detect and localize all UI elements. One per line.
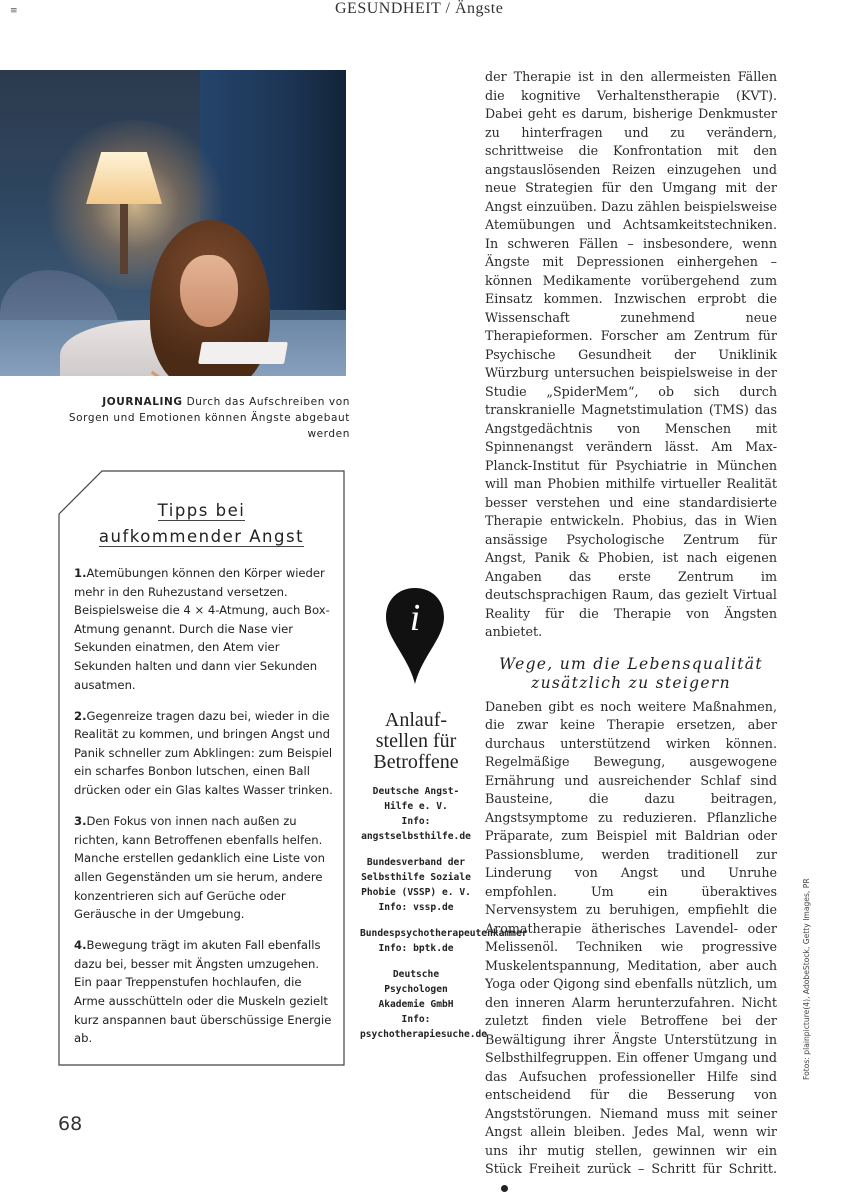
tip-text: Den Fokus von innen nach außen zu richten, kann Betroffenen ebenfalls helfen. Manche erstellen gedanklich eine Liste von allen Gegenständen um sie herum, andere konzentrieren sich auf Gerüche oder Geräusche in der Umgebung. — [74, 814, 325, 921]
subheading-line1: Wege, um die Lebensqualität — [485, 655, 777, 674]
tip-item — [74, 936, 336, 1048]
tip-number: 2. — [74, 709, 86, 723]
tip-number: 3. — [74, 814, 86, 828]
info-title-line1: Anlauf- — [360, 710, 472, 731]
article-paragraph-2-text: Daneben gibt es noch weitere Maßnahmen, die zwar keine Therapie ersetzen, aber durchaus unterstützend wirken können. Regelmäßige Bewegung, ausgewogene Ernährung und ausreichender Schlaf sind Bausteine, die dazu beitragen, Angstsymptome zu reduzieren. Pflanzliche Präparate, zum Beispiel mit Baldrian oder Passionsblume, werden traditionell zur Linderung von Angst und Unruhe empfohlen. Um ein überaktives Nervensystem zu beruhigen, empfiehlt die Aromatherapie ätherisches Lavendel- oder Melissenöl. Techniken wie progressive Muskelentspannung, Meditation, aber auch Yoga oder Qigong sind ebenfalls nützlich, um den inneren Alarm herunterzufahren. Nicht zuletzt finden viele Betroffene bei der Bewältigung ihrer Ängste Unterstützung in Selbsthilfegruppen. Ein offener Umgang und das Aufsuchen professioneller Hilfe sind entscheidend für die Besserung von Angststörungen. Niemand muss mit seiner Angst allein bleiben. Jedes Mal, wenn wir uns ihr mutig stellen, gewinnen wir ein Stück Freiheit zurück – Schritt für Schritt. — [485, 699, 777, 1177]
subheading-line2: zusätzlich zu steigern — [485, 674, 777, 693]
info-pin-letter: i — [410, 597, 421, 639]
info-entry-name: Bundespsychotherapeutenkammer — [360, 928, 528, 939]
tip-text: Bewegung trägt im akuten Fall ebenfalls dazu bei, besser mit Ängsten umzugehen. Ein paar Treppenstufen hochlaufen, die Arme ausschütteln oder die Muskeln gezielt kurz anspannen baut überschüssige Energie ab. — [74, 938, 331, 1045]
tips-title-line1: Tipps bei — [158, 501, 246, 521]
notebook-icon — [198, 342, 288, 364]
tip-item — [74, 707, 336, 800]
info-entry-name: Deutsche Psychologen Akademie GmbH — [378, 969, 453, 1010]
tip-number: 4. — [74, 938, 86, 952]
tip-number: 1. — [74, 566, 86, 580]
lamp-stem — [120, 204, 128, 274]
info-title-line3: Betroffene — [360, 752, 472, 773]
photo-credits: Fotos: plainpicture(4), AdobeStock, Getty Images, PR — [802, 878, 811, 1080]
info-entry — [360, 967, 472, 1042]
tips-title-line2: aufkommender Angst — [99, 527, 304, 547]
info-title — [360, 710, 472, 773]
photo-caption — [60, 394, 350, 442]
running-head: GESUNDHEIT / Ängste — [335, 0, 503, 18]
tip-item — [74, 564, 336, 694]
tips-title — [58, 498, 345, 550]
end-mark-icon — [501, 1185, 508, 1192]
info-entry-name: Bundesverband der Selbsthilfe Soziale Phobie (VSSP) e. V. — [361, 857, 471, 898]
info-entry-contact[interactable]: Info: angstselbsthilfe.de — [361, 816, 471, 842]
tip-text: Gegenreize tragen dazu bei, wieder in die Realität zu kommen, und bringen Angst und Panik schneller zum Abklingen: zum Beispiel ein scharfes Bonbon lutschen, einen Ball drücken oder ein Glas kaltes Wasser trinken. — [74, 709, 333, 797]
article-body — [485, 68, 777, 1197]
info-entry — [360, 784, 472, 844]
tips-list — [74, 564, 336, 1060]
info-pin-icon — [384, 586, 446, 686]
info-entry-contact[interactable]: Info: bptk.de — [378, 943, 453, 954]
caption-text: Durch das Aufschreiben von Sorgen und Emotionen können Ängste abgebaut werden — [69, 396, 350, 440]
info-entry-name: Deutsche Angst-Hilfe e. V. — [373, 786, 460, 812]
journaling-photo — [0, 70, 346, 376]
tips-box — [58, 470, 345, 1066]
tip-item — [74, 812, 336, 924]
info-column — [360, 710, 472, 1053]
article-paragraph-2 — [485, 698, 777, 1197]
article-subheading — [485, 655, 777, 693]
info-entry-contact[interactable]: Info: vssp.de — [378, 902, 453, 913]
tip-text: Atemübungen können den Körper wieder mehr in den Ruhezustand versetzen. Beispielsweise die 4 × 4-Atmung, auch Box-Atmung genannt. Durch die Nase vier Sekunden einatmen, den Atem vier Sekunden halten und dann vier Sekunden ausatmen. — [74, 566, 330, 692]
article-paragraph-1: der Therapie ist in den allermeisten Fällen die kognitive Verhaltenstherapie (KVT). Dabei geht es darum, bisherige Denkmuster zu hinterfragen und zu verändern, schrittweise die Konfrontation mit den angstauslösenden Reizen einzugehen und neue Strategien für den Umgang mit der Angst einzuüben. Dazu zählen beispielsweise Atemübungen und Achtsamkeitstechniken. In schweren Fällen – insbesondere, wenn Ängste mit Depressionen einhergehen – können Medikamente vorübergehend zum Einsatz kommen. Inzwischen erprobt die Wissenschaft zunehmend neue Therapieformen. Forscher am Zentrum für Psychische Gesundheit der Uniklinik Würzburg untersuchen beispielsweise in der Studie „SpiderMem“, ob sich durch transkranielle Magnetstimulation (TMS) das Angstgedächtnis von Menschen mit Spinnenangst verändern lässt. Am Max-Planck-Institut für Psychiatrie in München will man Phobien mithilfe virtueller Realität besser verstehen und eine standardisierte Therapie entwickeln. Phobius, das in Wien ansässige Psychologische Zentrum für Angst, Panik & Phobien, ist nach eigenen Angaben das erste Zentrum im deutschsprachigen Raum, das gezielt Virtual Reality für die Therapie von Ängsten anbietet. — [485, 68, 777, 642]
person-face-shape — [180, 255, 238, 327]
info-title-line2: stellen für — [360, 731, 472, 752]
menu-icon[interactable]: ≡ — [10, 6, 18, 16]
page-number: 68 — [58, 1113, 82, 1135]
info-entry — [360, 926, 472, 956]
caption-label: JOURNALING — [102, 396, 182, 408]
info-entry — [360, 855, 472, 915]
info-entry-contact[interactable]: Info: psychotherapiesuche.de — [360, 1014, 487, 1040]
